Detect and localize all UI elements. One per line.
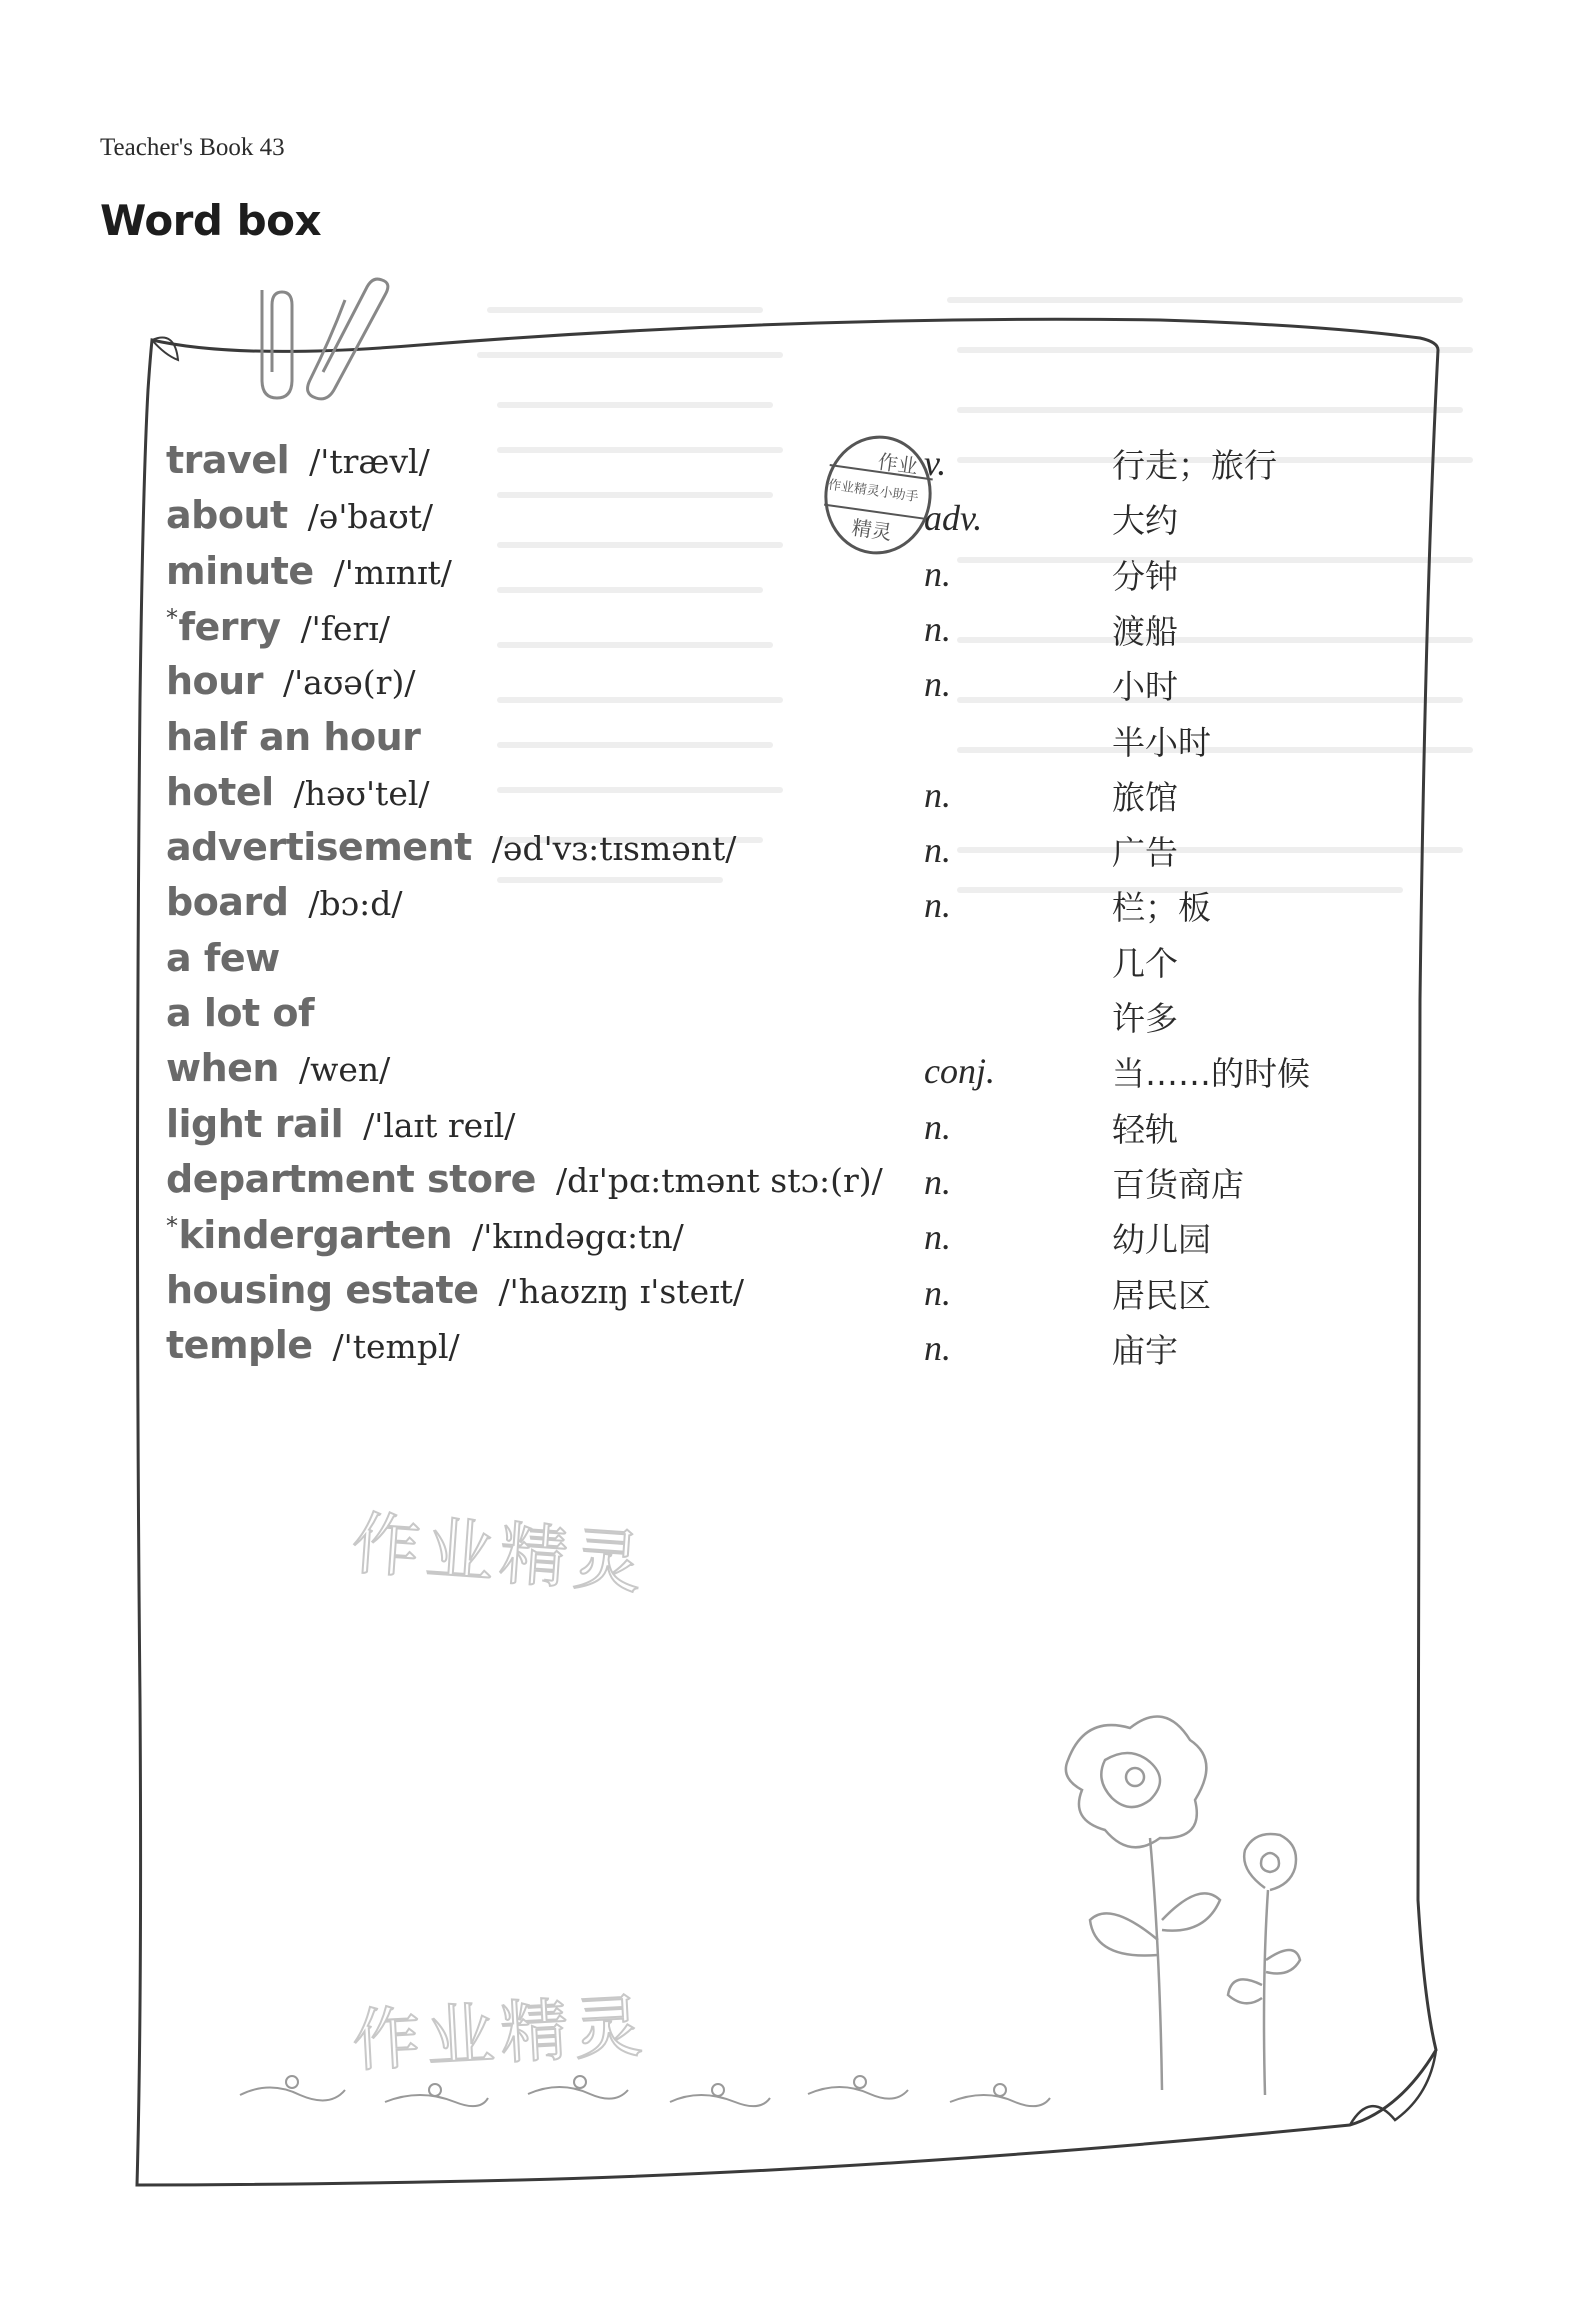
word-entry [0,1157,1591,1209]
entry-word-text: travel [166,438,290,482]
entry-part-of-speech: adv. [924,498,983,538]
entry-phonetic: /'trævl/ [309,442,430,481]
entry-part-of-speech: n. [924,1162,951,1202]
word-entry [0,770,1591,822]
entry-meaning: 百货商店 [1112,1165,1244,1204]
entry-meaning: 小时 [1112,667,1178,706]
entry-word-text: minute [166,549,314,593]
entry-phonetic: /'laɪt reɪl/ [363,1106,516,1145]
entry-part-of-speech: n. [924,1107,951,1147]
word-entry [0,936,1591,988]
entry-word-text: when [166,1046,279,1090]
entry-word-text: a few [166,936,280,980]
stamp-text-bottom: 精灵 [850,515,894,545]
asterisk-icon: * [166,604,178,632]
entry-phonetic: /əd'vɜ:tɪsmənt/ [491,829,737,868]
entry-meaning: 幼儿园 [1112,1220,1211,1259]
entry-meaning: 半小时 [1112,723,1211,762]
entry-word [166,604,390,649]
entry-word-text: temple [166,1323,313,1367]
word-entry [0,1323,1591,1375]
page-header: Teacher's Book 43 [100,134,285,161]
word-entry [0,825,1591,877]
entry-meaning: 轻轨 [1112,1110,1178,1149]
entry-part-of-speech: n. [924,830,951,870]
entry-word [166,1212,684,1257]
word-entry [0,991,1591,1043]
entry-word [166,659,415,703]
entry-word-text: ferry [178,605,281,649]
word-entry [0,1268,1591,1320]
entry-phonetic: /'mɪnɪt/ [333,553,452,592]
entry-word-text: a lot of [166,991,315,1035]
entry-phonetic: /'kɪndəgɑ:tn/ [472,1217,684,1256]
entry-meaning: 几个 [1112,944,1178,983]
entry-word [166,991,334,1035]
entry-meaning: 庙宇 [1112,1331,1178,1370]
entry-part-of-speech: n. [924,554,951,594]
entry-phonetic: /ə'baʊt/ [307,497,434,536]
entry-meaning: 行走；旅行 [1112,446,1277,485]
entry-phonetic: /həʊ'tel/ [293,774,430,813]
watermark-upper: 作业精灵 [349,1504,650,1605]
entry-word-text: advertisement [166,825,472,869]
asterisk-icon: * [166,1212,178,1240]
entry-phonetic: /'ferɪ/ [300,609,390,648]
word-entry [0,604,1591,656]
entry-word [166,1046,390,1090]
entry-word-text: housing estate [166,1268,479,1312]
entry-meaning: 广告 [1112,833,1178,872]
watermark-lower: 作业精灵 [350,1987,651,2082]
entry-word-text: board [166,880,289,924]
entry-word [166,1102,515,1146]
entry-word [166,1323,460,1367]
entry-meaning: 分钟 [1112,557,1178,596]
entry-meaning: 许多 [1112,999,1178,1038]
entry-word [166,438,430,482]
word-entry [0,438,1591,490]
entry-word [166,936,300,980]
word-entry [0,1212,1591,1264]
entry-word-text: department store [166,1157,536,1201]
entry-part-of-speech: n. [924,885,951,925]
entry-word-text: kindergarten [178,1213,453,1257]
entry-part-of-speech: v. [924,443,947,483]
entry-word [166,880,403,924]
entry-word-text: hotel [166,770,274,814]
entry-word [166,1157,883,1201]
entry-part-of-speech: n. [924,1273,951,1313]
word-entry [0,659,1591,711]
entry-word-text: hour [166,659,263,703]
entry-meaning: 当……的时候 [1112,1054,1310,1093]
entry-word [166,825,736,869]
word-entry [0,493,1591,545]
entry-word [166,549,452,593]
word-entry [0,715,1591,767]
entry-meaning: 大约 [1112,501,1178,540]
entry-phonetic: /'haʊzɪŋ ɪ'steɪt/ [498,1272,745,1311]
entry-part-of-speech: n. [924,609,951,649]
stamp-text-middle: 作业精灵小助手 [827,477,920,506]
entry-phonetic: /dɪ'pɑ:tmənt stɔ:(r)/ [555,1161,883,1200]
entry-part-of-speech: n. [924,775,951,815]
entry-meaning: 栏；板 [1112,888,1211,927]
entry-phonetic: /'aʊə(r)/ [282,663,416,702]
entry-meaning: 居民区 [1112,1276,1211,1315]
entry-word-text: about [166,493,288,537]
entry-meaning: 旅馆 [1112,778,1178,817]
entry-part-of-speech: n. [924,1217,951,1257]
word-entry [0,880,1591,932]
entry-part-of-speech: n. [924,664,951,704]
entry-part-of-speech: conj. [924,1051,995,1091]
entry-part-of-speech: n. [924,1328,951,1368]
entry-phonetic: /'templ/ [332,1327,460,1366]
word-entry [0,1046,1591,1098]
entry-word [166,1268,744,1312]
entry-word-text: half an hour [166,715,421,759]
entry-word [166,493,433,537]
entry-phonetic: /wen/ [298,1050,391,1089]
entry-phonetic: /bɔ:d/ [308,884,403,923]
entry-word-text: light rail [166,1102,344,1146]
entry-word [166,770,430,814]
entry-word [166,715,440,759]
section-title: Word box [100,196,322,245]
word-entry [0,549,1591,601]
stamp-text-top: 作业 [876,449,920,479]
entry-meaning: 渡船 [1112,612,1178,651]
word-entry [0,1102,1591,1154]
